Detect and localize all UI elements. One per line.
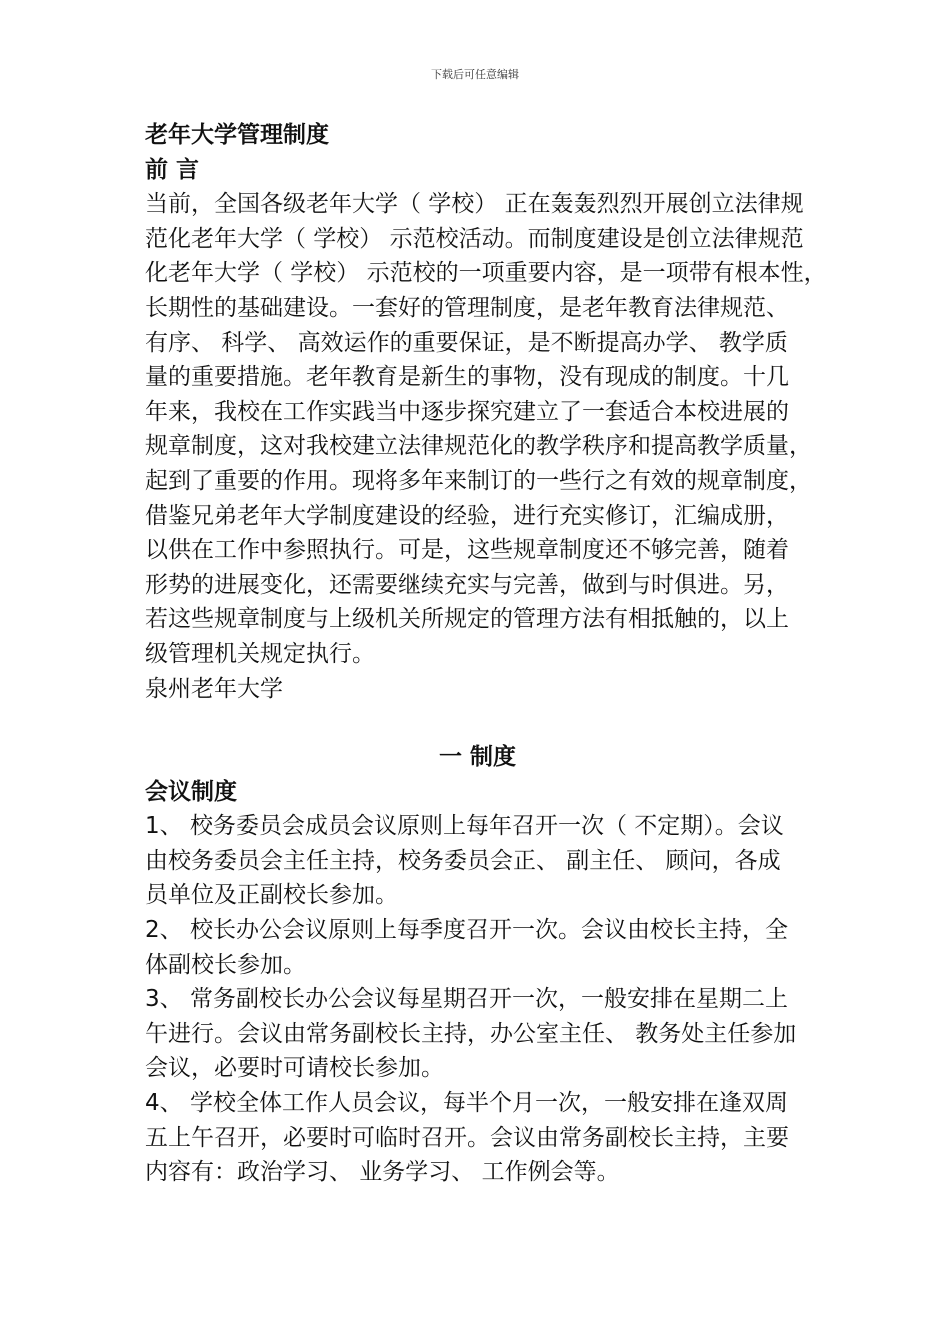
text-line: 午进行。会议由常务副校长主持，办公室主任、 教务处主任参加 — [145, 1020, 797, 1047]
text-line: 1、 校务委员会成员会议原则上每年召开一次（ 不定期）。会议 — [145, 813, 784, 840]
section-heading: 会议制度 — [145, 778, 237, 805]
text-line: 由校务委员会主任主持，校务委员会正、 副主任、 顾问，各成 — [145, 847, 781, 874]
text-line: 化老年大学（ 学校） 示范校的一项重要内容，是一项带有根本性， — [145, 260, 827, 287]
text-line: 有序、 科学、 高效运作的重要保证，是不断提高办学、 教学质 — [145, 329, 788, 356]
page-header-note: 下载后可任意编辑 — [431, 68, 519, 81]
text-line: 起到了重要的作用。现将多年来制订的一些行之有效的规章制度， — [145, 467, 812, 494]
document-body — [145, 118, 827, 1190]
text-line: 若这些规章制度与上级机关所规定的管理方法有相抵触的，以上 — [145, 606, 789, 633]
signature: 泉州老年大学 — [145, 675, 283, 702]
text-line: 以供在工作中参照执行。可是，这些规章制度还不够完善，随着 — [145, 537, 789, 564]
document-title: 老年大学管理制度 — [145, 122, 329, 148]
preface-heading: 前 言 — [145, 156, 200, 183]
text-line: 年来，我校在工作实践当中逐步探究建立了一套适合本校进展的 — [145, 398, 789, 425]
text-line: 员单位及正副校长参加。 — [145, 882, 398, 909]
preface-paragraph — [145, 187, 827, 671]
text-line: 体副校长参加。 — [145, 951, 306, 978]
text-line: 级管理机关规定执行。 — [145, 640, 375, 667]
text-line: 范化老年大学（ 学校） 示范校活动。而制度建设是创立法律规范 — [145, 225, 804, 252]
text-line: 借鉴兄弟老年大学制度建设的经验，进行充实修订，汇编成册， — [145, 502, 789, 529]
text-line: 形势的进展变化，还需要继续充实与完善，做到与时俱进。另， — [145, 571, 789, 598]
blank-line — [145, 706, 810, 740]
text-line: 3、 常务副校长办公会议每星期召开一次，一般安排在星期二上 — [145, 986, 788, 1013]
text-line: 2、 校长办公会议原则上每季度召开一次。会议由校长主持，全 — [145, 917, 788, 944]
chapter-heading: 一 制度 — [438, 744, 516, 771]
text-line: 内容有：政治学习、 业务学习、 工作例会等。 — [145, 1159, 620, 1186]
meeting-rules-list — [145, 809, 810, 1190]
text-line: 4、 学校全体工作人员会议，每半个月一次，一般安排在逢双周 — [145, 1090, 788, 1117]
text-line: 当前，全国各级老年大学（ 学校） 正在轰轰烈烈开展创立法律规 — [145, 191, 804, 218]
text-line: 五上午召开，必要时可临时召开。会议由常务副校长主持，主要 — [145, 1124, 789, 1151]
text-line: 会议，必要时可请校长参加。 — [145, 1055, 444, 1082]
text-line: 规章制度，这对我校建立法律规范化的教学秩序和提高教学质量， — [145, 433, 812, 460]
text-line: 长期性的基础建设。一套好的管理制度，是老年教育法律规范、 — [145, 294, 789, 321]
text-line: 量的重要措施。老年教育是新生的事物，没有现成的制度。十几 — [145, 364, 789, 391]
